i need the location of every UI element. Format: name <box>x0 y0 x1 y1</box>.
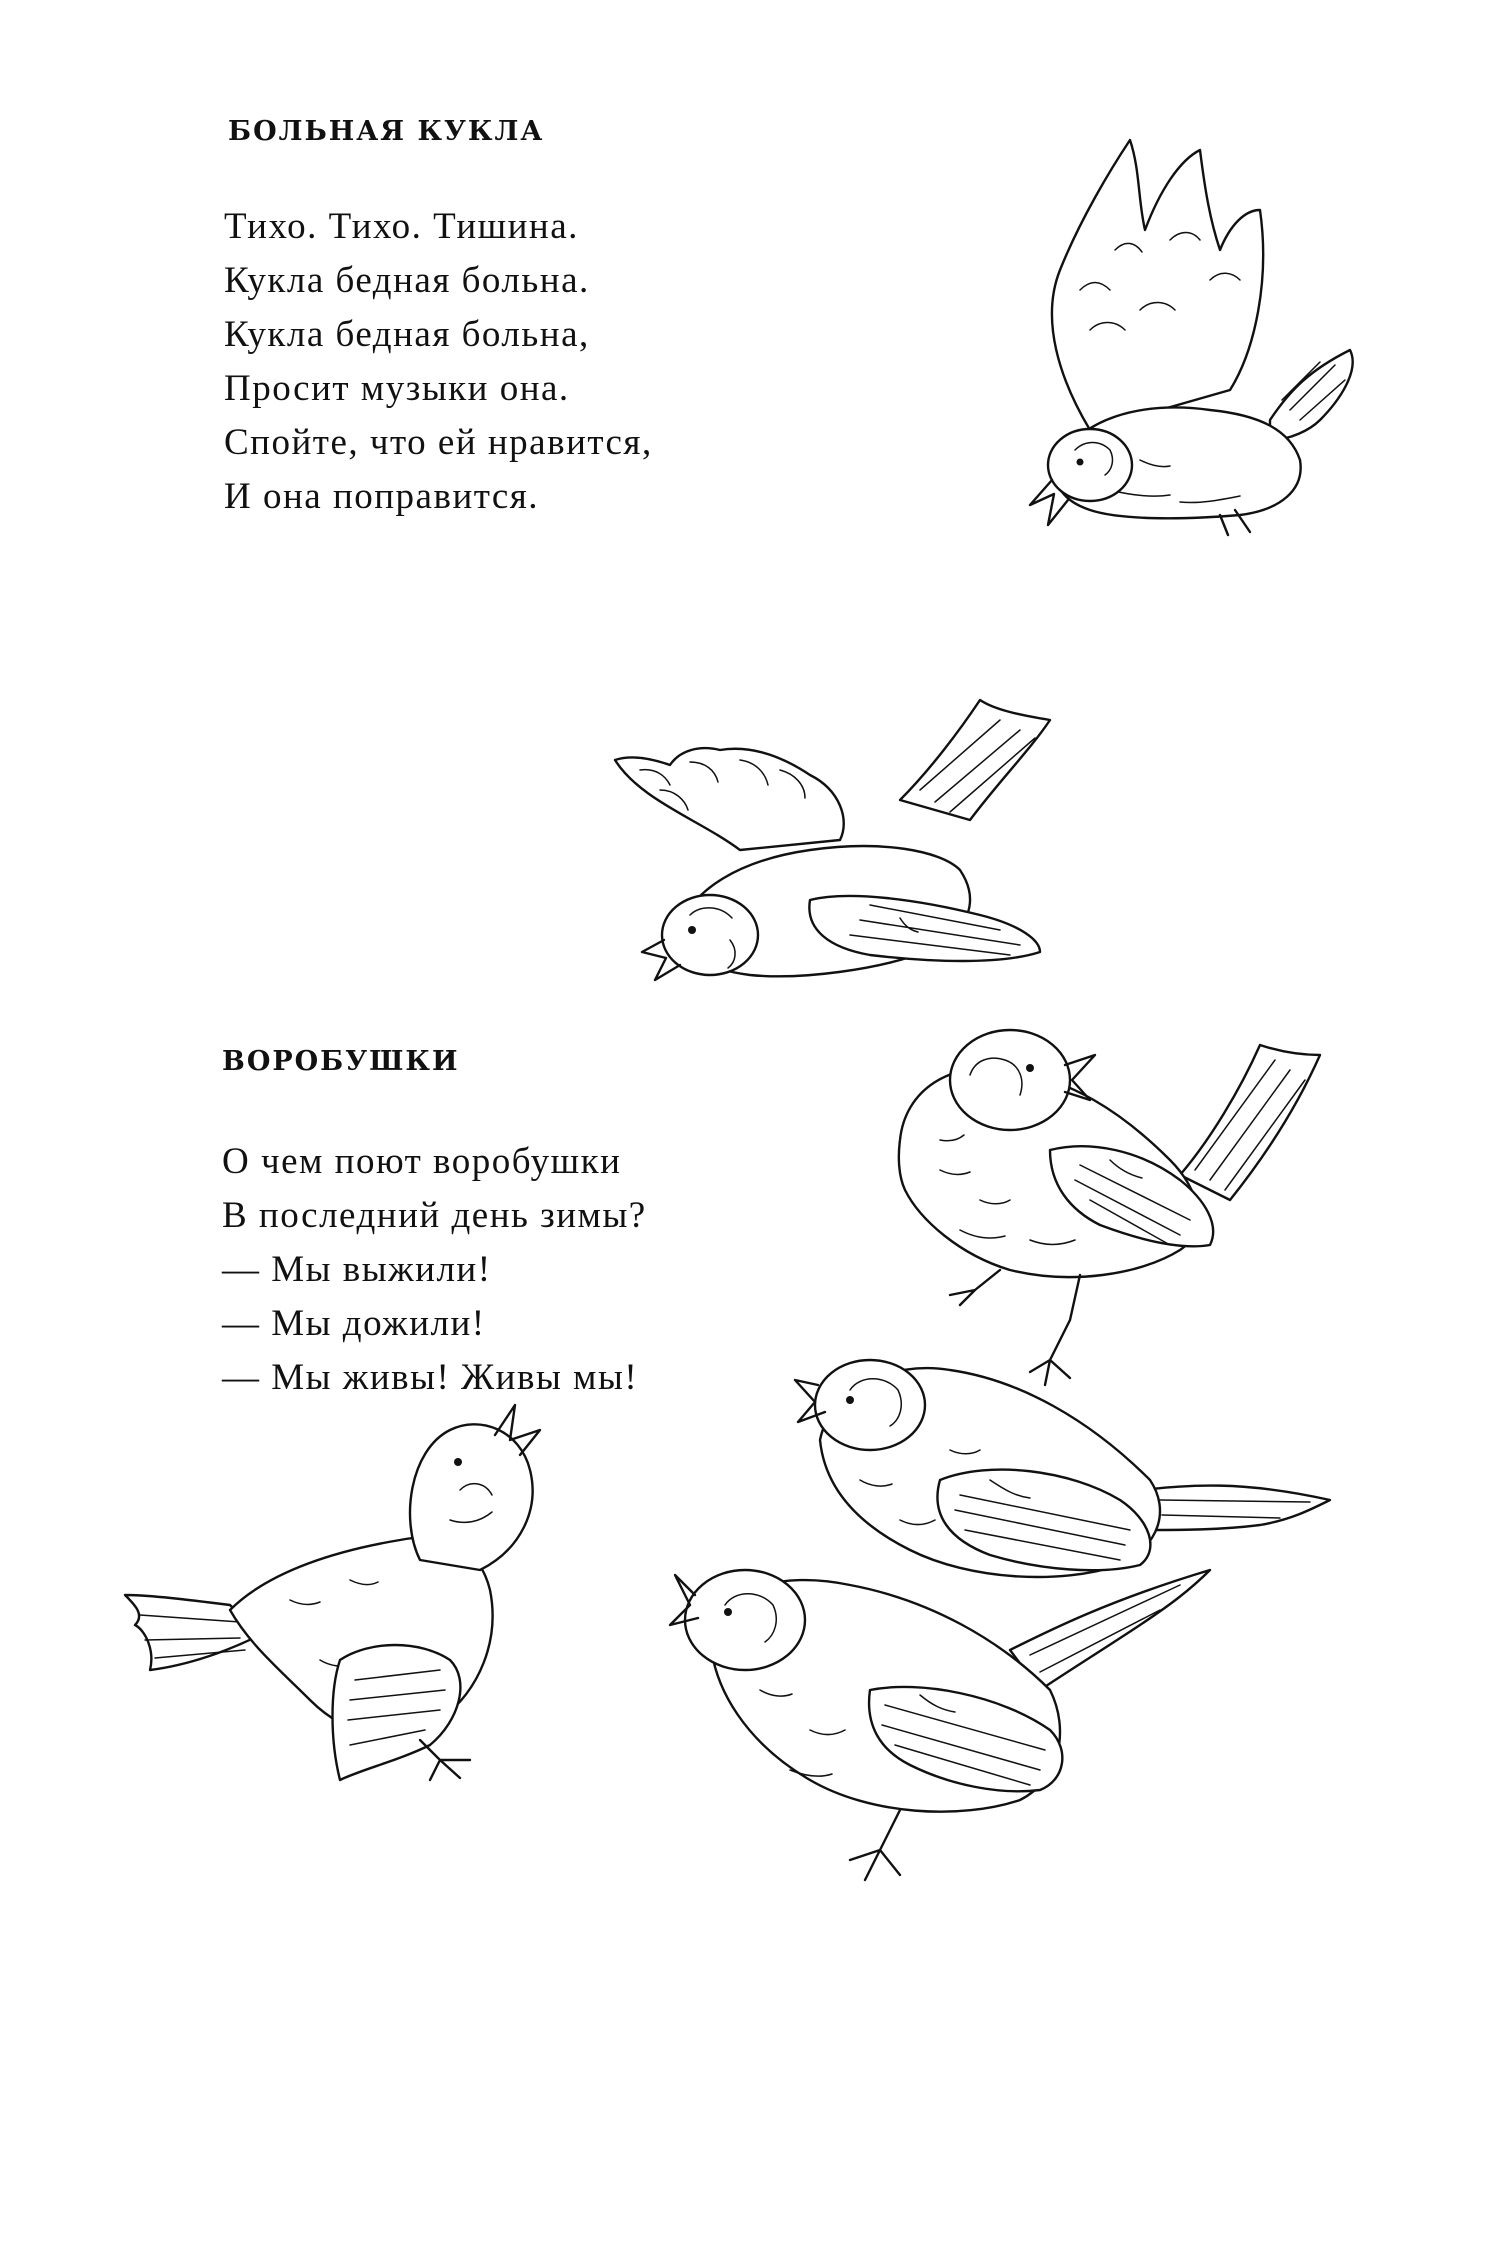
poem-line: — Мы живы! Живы мы! <box>222 1357 639 1398</box>
poem-stanza-bolnaya-kukla <box>224 200 653 524</box>
poem-line: О чем поют воробушки <box>222 1141 622 1182</box>
poem-line: — Мы выжили! <box>222 1249 492 1290</box>
sparrow-flying-down-icon <box>1020 130 1370 550</box>
poem-line: Кукла бедная больна. <box>224 260 590 301</box>
sparrow-flying-left-icon <box>600 690 1080 1010</box>
poem-line: — Мы дожили! <box>222 1303 486 1344</box>
sparrow-perched-left-icon <box>120 1400 620 1820</box>
poem-line: Спойте, что ей нравится, <box>224 422 653 463</box>
poem-title-vorobushki: ВОРОБУШКИ <box>222 1046 460 1077</box>
poem-line: Просит музыки она. <box>224 368 570 409</box>
poem-line: Кукла бедная больна, <box>224 314 590 355</box>
poem-line: И она поправится. <box>224 476 540 517</box>
poem-stanza-vorobushki <box>222 1135 647 1405</box>
poem-line: Тихо. Тихо. Тишина. <box>224 206 579 247</box>
poem-title-bolnaya-kukla: БОЛЬНАЯ КУКЛА <box>228 116 545 147</box>
sparrow-singing-up-icon <box>670 1530 1230 1920</box>
poem-line: В последний день зимы? <box>222 1195 647 1236</box>
